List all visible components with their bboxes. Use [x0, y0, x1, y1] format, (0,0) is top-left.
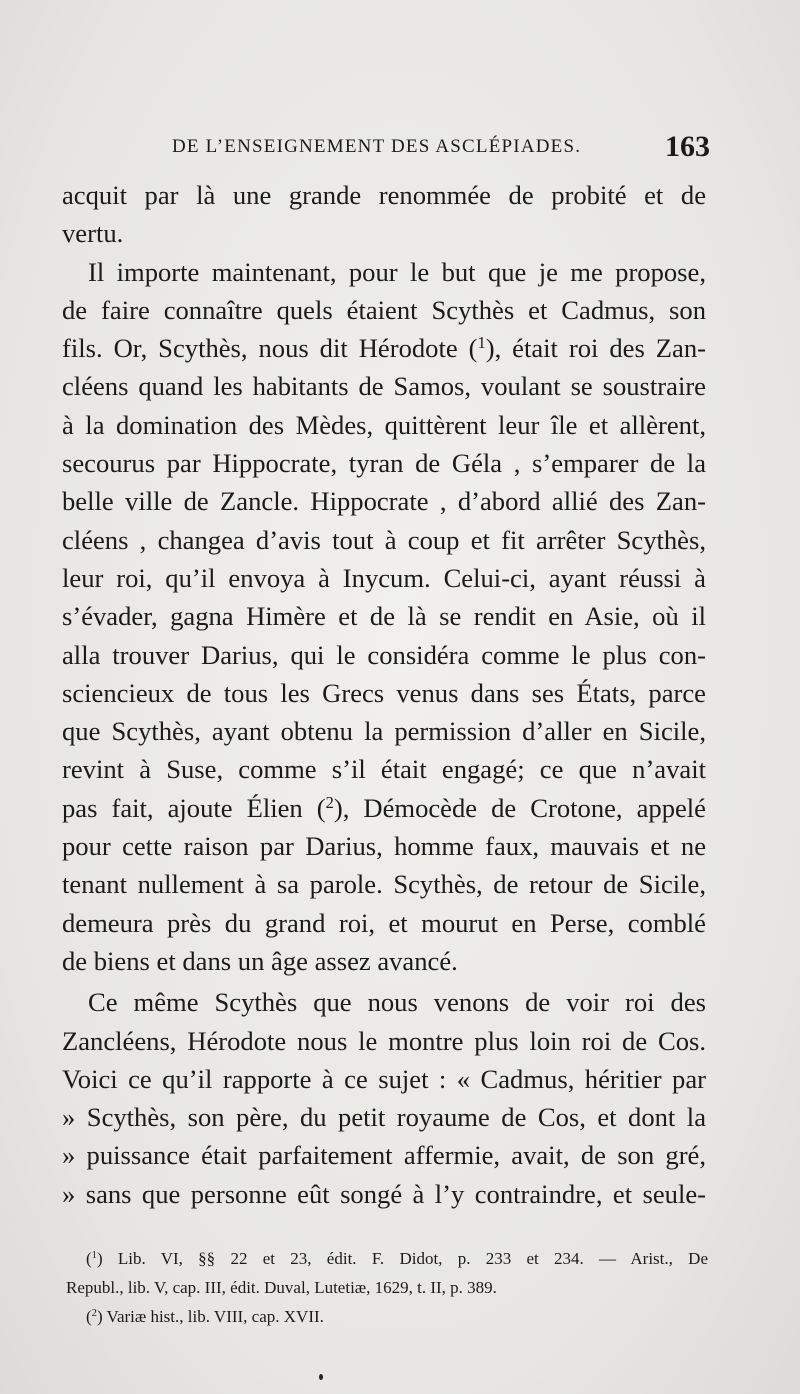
text-line: cléens , changea d’avis tout à coup et fit arrêter Scythès, [62, 524, 706, 555]
footnote-2: ($^2$) Variæ hist., lib. VIII, cap. XVII. [86, 1307, 324, 1326]
text-line: » sans que personne eût songé à l’y contraindre, et seule- [62, 1178, 706, 1209]
text-line: » Scythès, son père, du petit royaume de Cos, et dont la [62, 1102, 706, 1133]
page-number: 163 [665, 130, 710, 163]
running-head: DE L’ENSEIGNEMENT DES ASCLÉPIADES. [172, 136, 582, 157]
text-line: alla trouver Darius, qui le considéra comme le plus con- [62, 639, 706, 670]
text-line: Ce même Scythès que nous venons de voir roi des [88, 987, 706, 1018]
text-line: tenant nullement à sa parole. Scythès, de retour de Sicile, [62, 869, 706, 900]
text-line: acquit par là une grande renommée de probité et de [62, 180, 706, 210]
footnote-text: Lib. VI, §§ 22 et 23, édit. F. Didot, p. 233 et 234. — Arist., De [102, 1249, 708, 1268]
text-line-with-footnote [62, 789, 706, 827]
text-line: pour cette raison par Darius, homme faux, mauvais et ne [62, 831, 706, 862]
text-line: que Scythès, ayant obtenu la permission d’aller en Sicile, [62, 716, 706, 747]
text-line: demeura près du grand roi, et mourut en Perse, comblé [62, 907, 706, 938]
ink-speck [319, 1374, 323, 1380]
footnote-ref-1: 1 [477, 333, 486, 353]
text-line: Zancléens, Hérodote nous le montre plus loin roi de Cos. [62, 1025, 706, 1056]
text-line: leur roi, qu’il envoya à Inycum. Celui-ci, ayant réussi à [62, 562, 706, 593]
page-header [172, 132, 710, 166]
text-line: cléens quand les habitants de Samos, voulant se soustraire [62, 371, 706, 402]
footnote-ref-2: 2 [325, 792, 334, 812]
text-segment: ), Démocède de Crotone, appelé [333, 792, 706, 823]
text-line-with-footnote [62, 329, 706, 367]
footnote-1: ($^1$) Lib. VI, §§ 22 et 23, édit. F. Didot, p. 233 et 234. — Arist., De [86, 1249, 708, 1268]
text-line: belle ville de Zancle. Hippocrate , d’abord allié des Zan- [62, 486, 706, 517]
footnote-1-continued: Republ., lib. V, cap. III, édit. Duval, Lutetiæ, 1629, t. II, p. 389. [66, 1278, 497, 1297]
footnote-text: Variæ hist., lib. VIII, cap. XVII. [102, 1307, 324, 1326]
text-line: Voici ce qu’il rapporte à ce sujet : « Cadmus, héritier par [62, 1063, 706, 1094]
text-segment: fils. Or, Scythès, nous dit Hérodote ( [62, 333, 478, 364]
text-line: secourus par Hippocrate, tyran de Géla , s’emparer de la [62, 448, 706, 479]
text-line: revint à Suse, comme s’il était engagé; ce que n’avait [62, 754, 706, 785]
text-line: de biens et dans un âge assez avancé. [62, 945, 458, 976]
text-line: » puissance était parfaitement affermie, avait, de son gré, [62, 1140, 706, 1171]
text-line: s’évader, gagna Himère et de là se rendit en Asie, où il [62, 601, 706, 632]
text-line: de faire connaître quels étaient Scythès et Cadmus, son [62, 294, 706, 325]
text-line: vertu. [62, 218, 124, 249]
text-segment: pas fait, ajoute Élien ( [62, 792, 326, 823]
text-line: à la domination des Mèdes, quittèrent leur île et allèrent, [62, 409, 706, 440]
text-line: sciencieux de tous les Grecs venus dans ses États, parce [62, 677, 706, 708]
footnotes [66, 1244, 708, 1331]
text-line: Il importe maintenant, pour le but que je me propose, [88, 256, 706, 287]
body-text [62, 176, 706, 1213]
footnote-mark-1: 1 [91, 1250, 97, 1262]
text-segment: ), était roi des Zan- [485, 333, 706, 364]
footnote-mark-2: 2 [91, 1308, 97, 1320]
